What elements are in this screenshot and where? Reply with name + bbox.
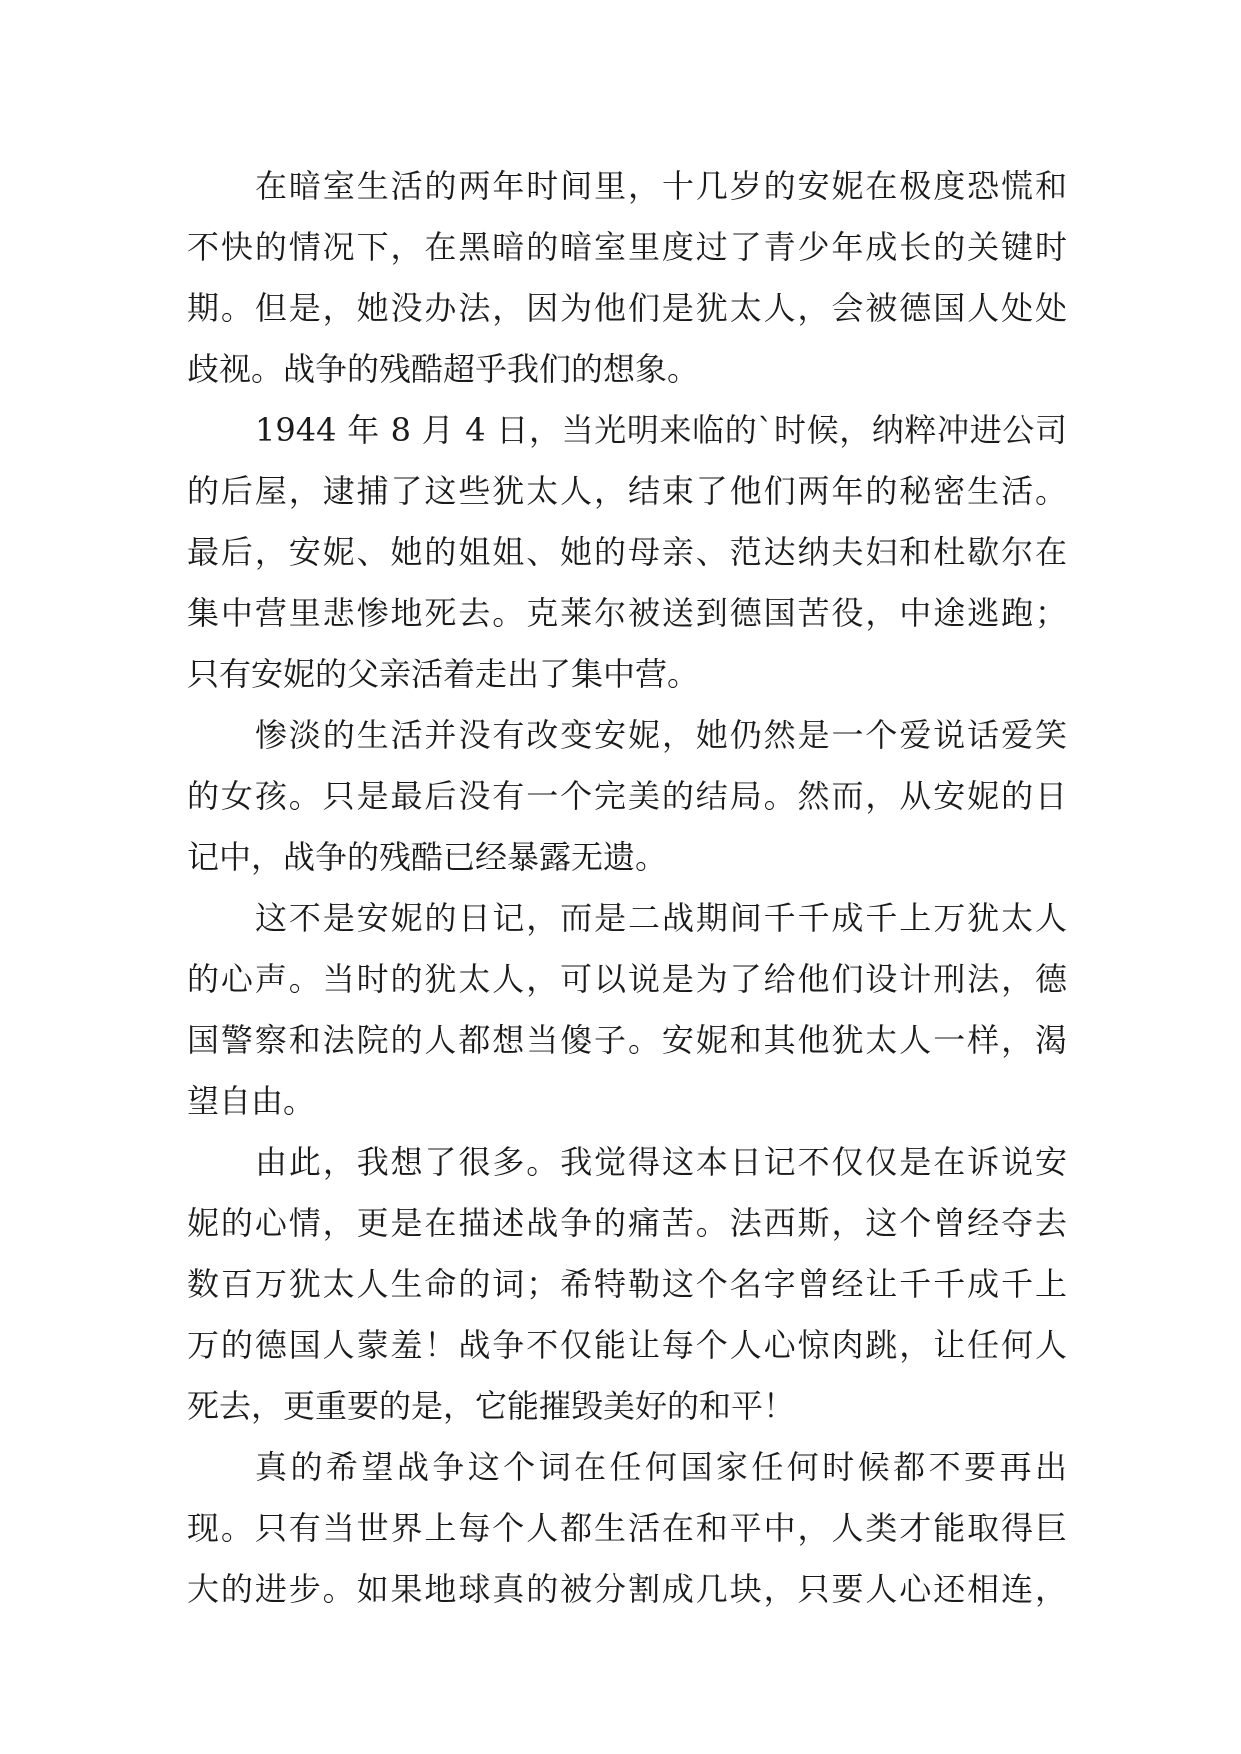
- document-body: [187, 156, 1067, 1620]
- text-line: 最后，安妮、她的姐姐、她的母亲、范达纳夫妇和杜歇尔在: [187, 533, 1067, 571]
- text-line: 真的希望战争这个词在任何国家任何时候都不要再出: [255, 1448, 1067, 1486]
- text-line: 由此，我想了很多。我觉得这本日记不仅仅是在诉说安: [255, 1143, 1067, 1181]
- paragraph: [187, 1437, 1067, 1620]
- paragraph: [187, 1132, 1067, 1437]
- text-line: 只有安妮的父亲活着走出了集中营。: [187, 655, 700, 693]
- text-line: 期。但是，她没办法，因为他们是犹太人，会被德国人处处: [187, 289, 1067, 327]
- text-line: 望自由。: [187, 1082, 316, 1120]
- text-line: 不快的情况下，在黑暗的暗室里度过了青少年成长的关键时: [187, 228, 1067, 266]
- text-line: 集中营里悲惨地死去。克莱尔被送到德国苦役，中途逃跑；: [187, 594, 1067, 632]
- text-line: 记中，战争的残酷已经暴露无遗。: [187, 838, 668, 876]
- text-line: 万的德国人蒙羞！战争不仅能让每个人心惊肉跳，让任何人: [187, 1326, 1067, 1364]
- text-line: 妮的心情，更是在描述战争的痛苦。法西斯，这个曾经夺去: [187, 1204, 1067, 1242]
- text-line: 歧视。战争的残酷超乎我们的想象。: [187, 350, 700, 388]
- text-line: 的后屋，逮捕了这些犹太人，结束了他们两年的秘密生活。: [187, 472, 1067, 510]
- text-line: 国警察和法院的人都想当傻子。安妮和其他犹太人一样，渴: [187, 1021, 1067, 1059]
- paragraph: [187, 400, 1067, 705]
- text-line: 大的进步。如果地球真的被分割成几块，只要人心还相连，: [187, 1570, 1067, 1608]
- paragraph: [187, 705, 1067, 888]
- text-line: 在暗室生活的两年时间里，十几岁的安妮在极度恐慌和: [255, 167, 1067, 205]
- paragraph: [187, 888, 1067, 1132]
- text-line: 现。只有当世界上每个人都生活在和平中，人类才能取得巨: [187, 1509, 1067, 1547]
- text-line: 数百万犹太人生命的词；希特勒这个名字曾经让千千成千上: [187, 1265, 1067, 1303]
- text-line: 的女孩。只是最后没有一个完美的结局。然而，从安妮的日: [187, 777, 1067, 815]
- text-line: 这不是安妮的日记，而是二战期间千千成千上万犹太人: [255, 899, 1067, 937]
- text-line: 1944 年 8 月 4 日，当光明来临的`时候，纳粹冲进公司: [255, 411, 1067, 449]
- paragraph: [187, 156, 1067, 400]
- text-line: 惨淡的生活并没有改变安妮，她仍然是一个爱说话爱笑: [255, 716, 1067, 754]
- text-line: 死去，更重要的是，它能摧毁美好的和平！: [187, 1387, 796, 1425]
- text-line: 的心声。当时的犹太人，可以说是为了给他们设计刑法，德: [187, 960, 1067, 998]
